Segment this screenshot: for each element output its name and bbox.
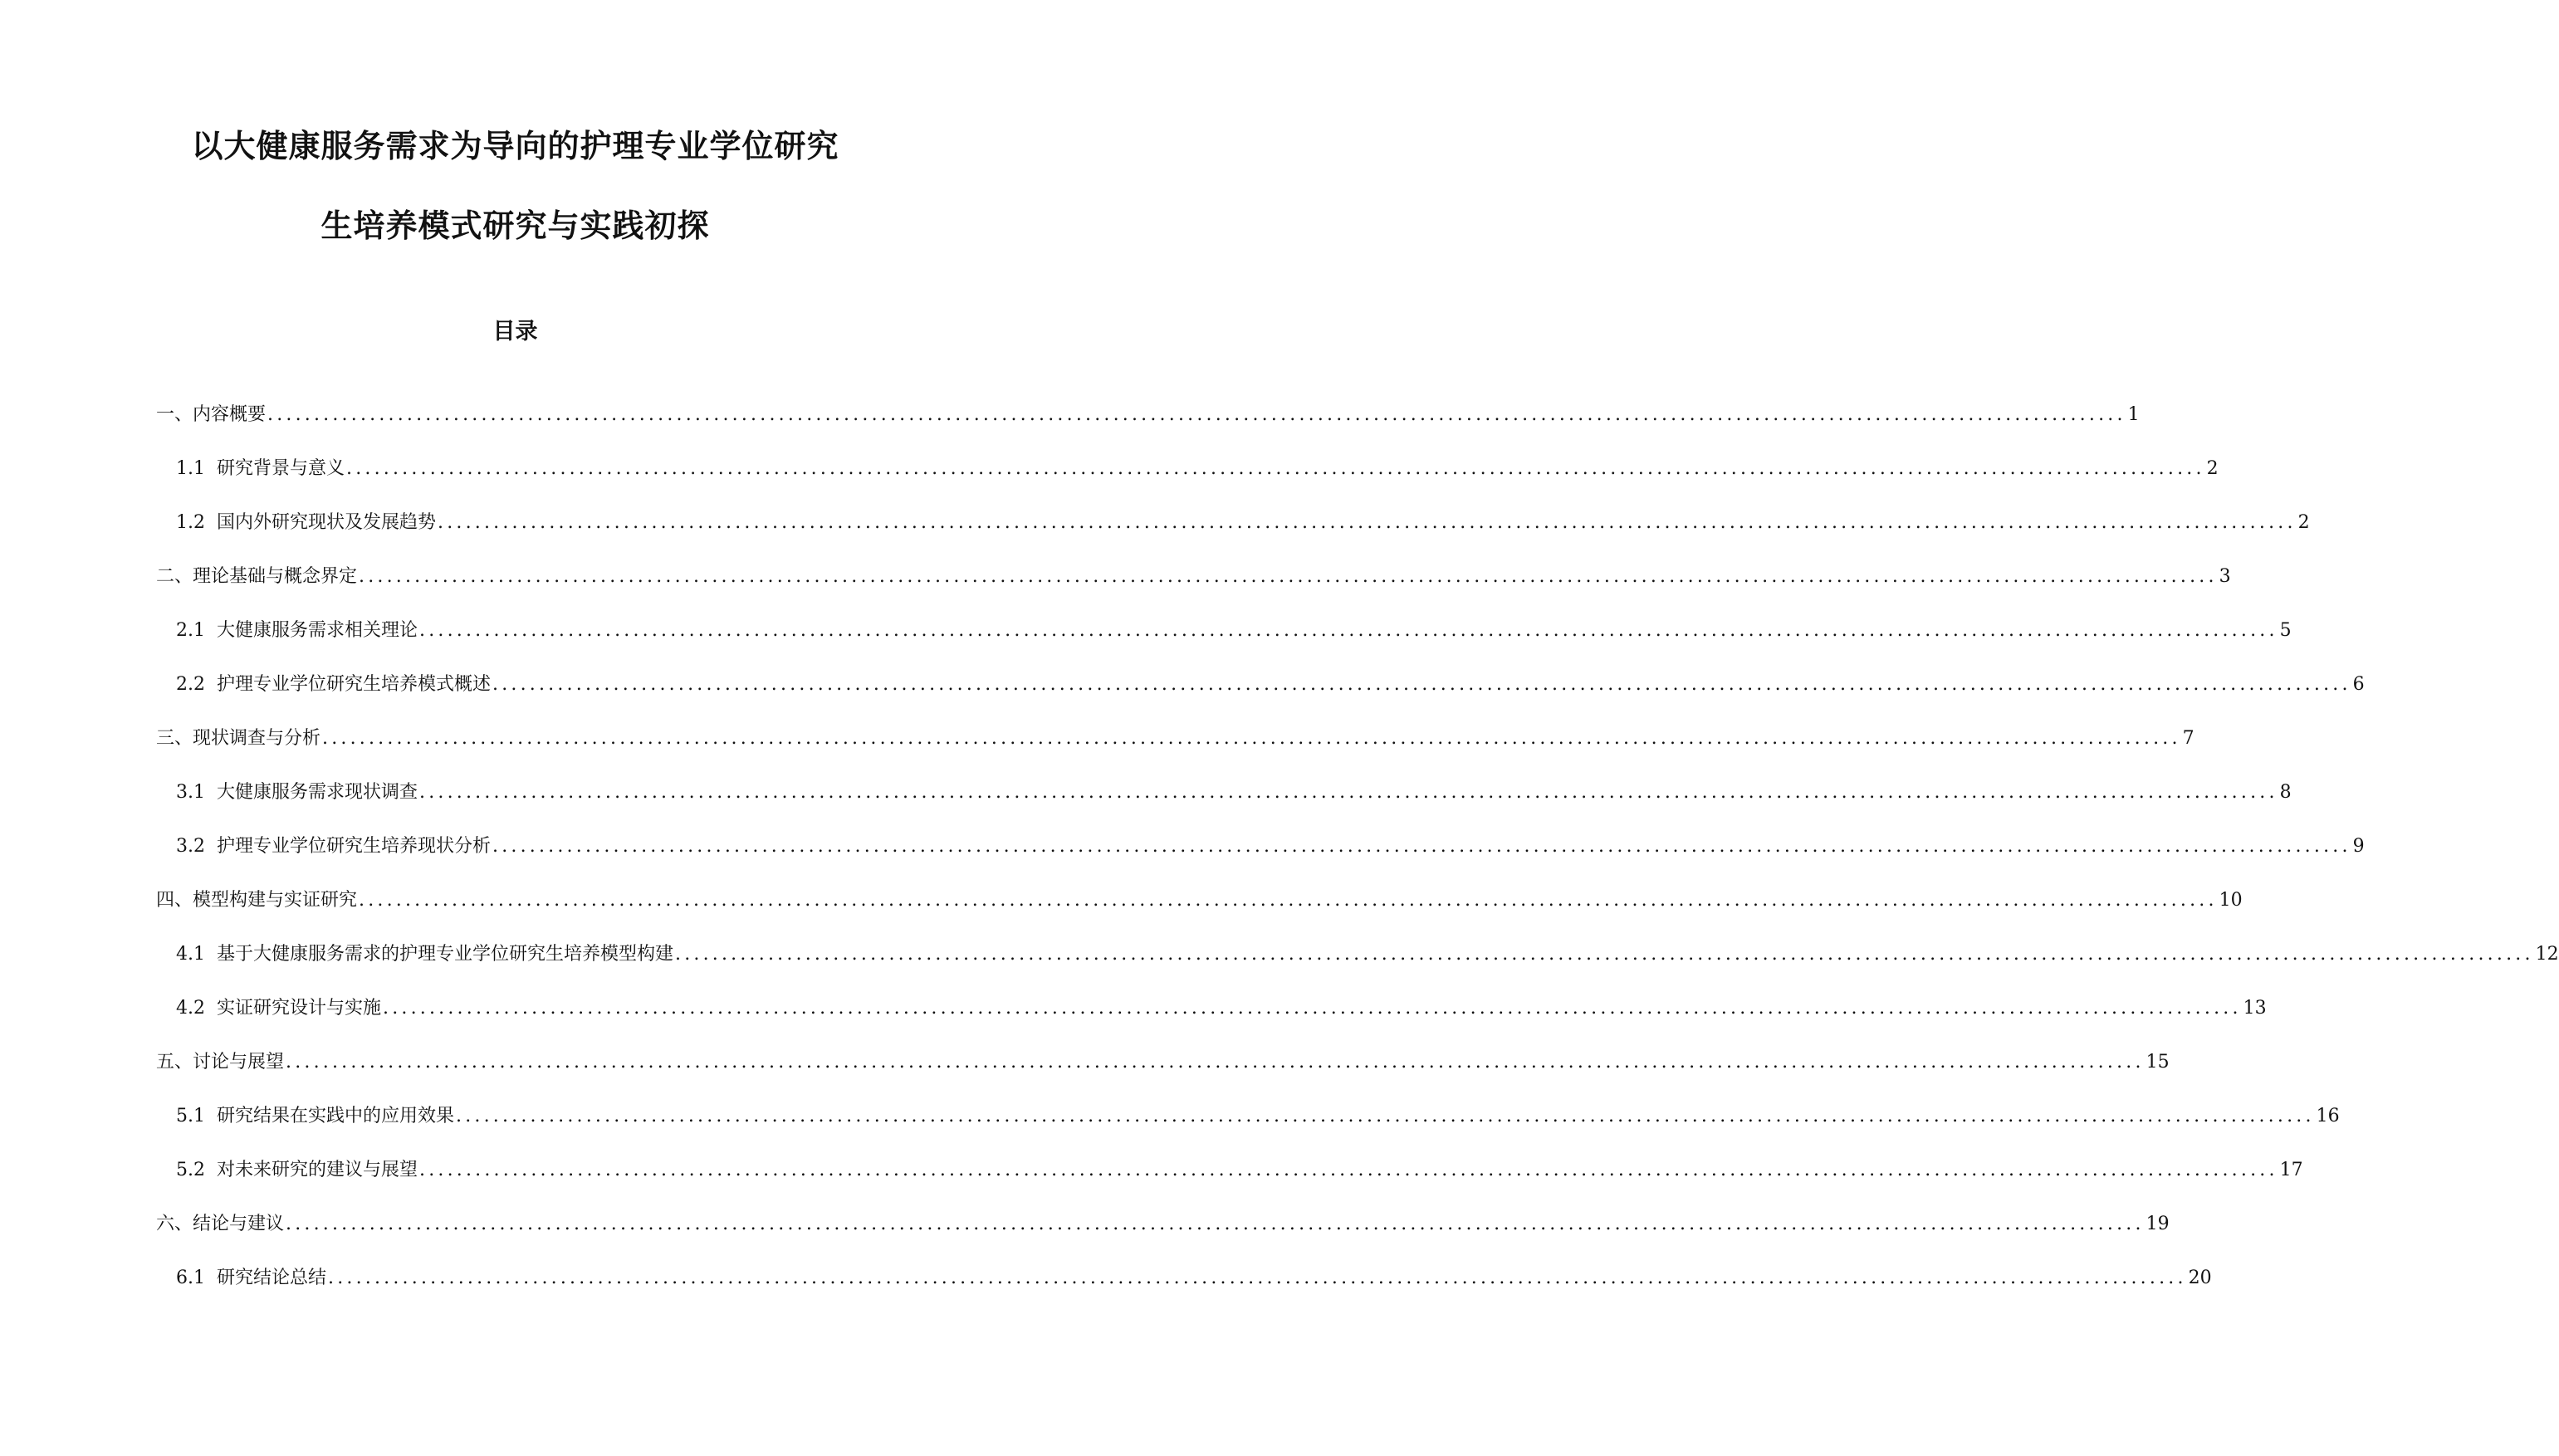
toc-entry-page-number: 17 bbox=[2279, 1160, 2303, 1180]
toc-entry-page-number: 8 bbox=[2279, 782, 2292, 803]
toc-entry-title: 研究结论总结 bbox=[217, 1268, 327, 1288]
toc-heading: 目录 bbox=[492, 319, 538, 344]
toc-entry-number: 2.1 bbox=[176, 620, 205, 641]
toc-entry-title: 实证研究设计与实施 bbox=[217, 998, 382, 1019]
toc-entry-number: 5.2 bbox=[176, 1160, 205, 1180]
toc-subsection-entry[interactable] bbox=[0, 940, 2559, 994]
toc-entry-page-number: 5 bbox=[2279, 620, 2292, 641]
toc-dot-leader: ........................................................................................................................................................................................................ bbox=[359, 566, 2218, 587]
toc-dot-leader: ........................................................................................................................................................................................................ bbox=[492, 836, 2351, 857]
toc-dot-leader: ........................................................................................................................................................................................................ bbox=[322, 728, 2181, 749]
toc-entry-title: 四、模型构建与实证研究 bbox=[156, 890, 358, 911]
toc-subsection-entry[interactable] bbox=[0, 616, 2292, 670]
toc-dot-leader: ........................................................................................................................................................................................................ bbox=[328, 1268, 2187, 1288]
toc-section-entry[interactable] bbox=[0, 1048, 2170, 1102]
document-title-line-1: 以大健康服务需求为导向的护理专业学位研究 bbox=[191, 128, 839, 164]
toc-subsection-entry[interactable] bbox=[0, 994, 2267, 1048]
toc-section-entry[interactable] bbox=[0, 562, 2231, 616]
toc-entry-page-number: 3 bbox=[2219, 566, 2231, 587]
toc-entry-title: 护理专业学位研究生培养模式概述 bbox=[217, 674, 492, 695]
toc-entry-title: 基于大健康服务需求的护理专业学位研究生培养模型构建 bbox=[217, 944, 674, 965]
toc-entry-number: 3.2 bbox=[176, 836, 205, 857]
toc-subsection-entry[interactable] bbox=[0, 670, 2365, 724]
toc-entry-page-number: 13 bbox=[2243, 998, 2267, 1019]
toc-entry-page-number: 9 bbox=[2352, 836, 2365, 857]
toc-dot-leader: ........................................................................................................................................................................................................ bbox=[438, 512, 2297, 533]
toc-entry-number: 3.1 bbox=[176, 782, 205, 803]
toc-dot-leader: ........................................................................................................................................................................................................ bbox=[383, 998, 2242, 1019]
toc-section-entry[interactable] bbox=[0, 1209, 2170, 1263]
toc-section-entry[interactable] bbox=[0, 724, 2194, 778]
toc-entry-page-number: 2 bbox=[2206, 458, 2219, 479]
toc-entry-title: 一、内容概要 bbox=[156, 404, 267, 425]
toc-entry-title: 大健康服务需求现状调查 bbox=[217, 782, 418, 803]
toc-entry-title: 国内外研究现状及发展趋势 bbox=[217, 512, 437, 533]
toc-entry-number: 4.1 bbox=[176, 944, 205, 965]
toc-entry-number: 4.2 bbox=[176, 998, 205, 1019]
toc-entry-title: 五、讨论与展望 bbox=[156, 1052, 285, 1072]
toc-entry-page-number: 2 bbox=[2297, 512, 2310, 533]
toc-subsection-entry[interactable] bbox=[0, 1156, 2303, 1209]
toc-entry-page-number: 19 bbox=[2146, 1214, 2170, 1234]
toc-subsection-entry[interactable] bbox=[0, 778, 2292, 832]
toc-dot-leader: ........................................................................................................................................................................................................ bbox=[492, 674, 2351, 695]
toc-dot-leader: ........................................................................................................................................................................................................ bbox=[359, 890, 2218, 911]
toc-entry-title: 大健康服务需求相关理论 bbox=[217, 620, 418, 641]
toc-entry-page-number: 10 bbox=[2219, 890, 2243, 911]
toc-entry-page-number: 12 bbox=[2535, 944, 2559, 965]
toc-entry-title: 二、理论基础与概念界定 bbox=[156, 566, 358, 587]
toc-entry-title: 护理专业学位研究生培养现状分析 bbox=[217, 836, 492, 857]
table-of-contents bbox=[0, 400, 2559, 1317]
toc-entry-title: 六、结论与建议 bbox=[156, 1214, 285, 1234]
toc-entry-title: 对未来研究的建议与展望 bbox=[217, 1160, 418, 1180]
toc-entry-title: 研究结果在实践中的应用效果 bbox=[217, 1106, 455, 1126]
toc-entry-page-number: 16 bbox=[2316, 1106, 2340, 1126]
toc-entry-title: 研究背景与意义 bbox=[217, 458, 345, 479]
toc-section-entry[interactable] bbox=[0, 886, 2243, 940]
toc-dot-leader: ........................................................................................................................................................................................................ bbox=[419, 782, 2278, 803]
toc-dot-leader: ........................................................................................................................................................................................................ bbox=[346, 458, 2205, 479]
toc-entry-page-number: 6 bbox=[2352, 674, 2365, 695]
toc-entry-number: 1.2 bbox=[176, 512, 205, 533]
toc-entry-number: 2.2 bbox=[176, 674, 205, 695]
toc-entry-title: 三、现状调查与分析 bbox=[156, 728, 321, 749]
toc-dot-leader: ........................................................................................................................................................................................................ bbox=[267, 404, 2126, 425]
toc-dot-leader: ........................................................................................................................................................................................................ bbox=[456, 1106, 2315, 1126]
toc-entry-number: 5.1 bbox=[176, 1106, 205, 1126]
toc-subsection-entry[interactable] bbox=[0, 832, 2365, 886]
toc-dot-leader: ........................................................................................................................................................................................................ bbox=[286, 1214, 2145, 1234]
toc-entry-page-number: 15 bbox=[2146, 1052, 2170, 1072]
toc-subsection-entry[interactable] bbox=[0, 1263, 2212, 1317]
toc-section-entry[interactable] bbox=[0, 400, 2140, 454]
toc-dot-leader: ........................................................................................................................................................................................................ bbox=[675, 944, 2534, 965]
toc-entry-page-number: 20 bbox=[2188, 1268, 2212, 1288]
toc-entry-page-number: 1 bbox=[2127, 404, 2140, 425]
toc-subsection-entry[interactable] bbox=[0, 508, 2310, 562]
toc-dot-leader: ........................................................................................................................................................................................................ bbox=[286, 1052, 2145, 1072]
toc-entry-number: 6.1 bbox=[176, 1268, 205, 1288]
toc-subsection-entry[interactable] bbox=[0, 1102, 2340, 1156]
toc-subsection-entry[interactable] bbox=[0, 454, 2219, 508]
toc-entry-number: 1.1 bbox=[176, 458, 205, 479]
toc-dot-leader: ........................................................................................................................................................................................................ bbox=[419, 1160, 2278, 1180]
document-title-line-2: 生培养模式研究与实践初探 bbox=[320, 208, 710, 244]
toc-entry-page-number: 7 bbox=[2182, 728, 2194, 749]
toc-dot-leader: ........................................................................................................................................................................................................ bbox=[419, 620, 2278, 641]
